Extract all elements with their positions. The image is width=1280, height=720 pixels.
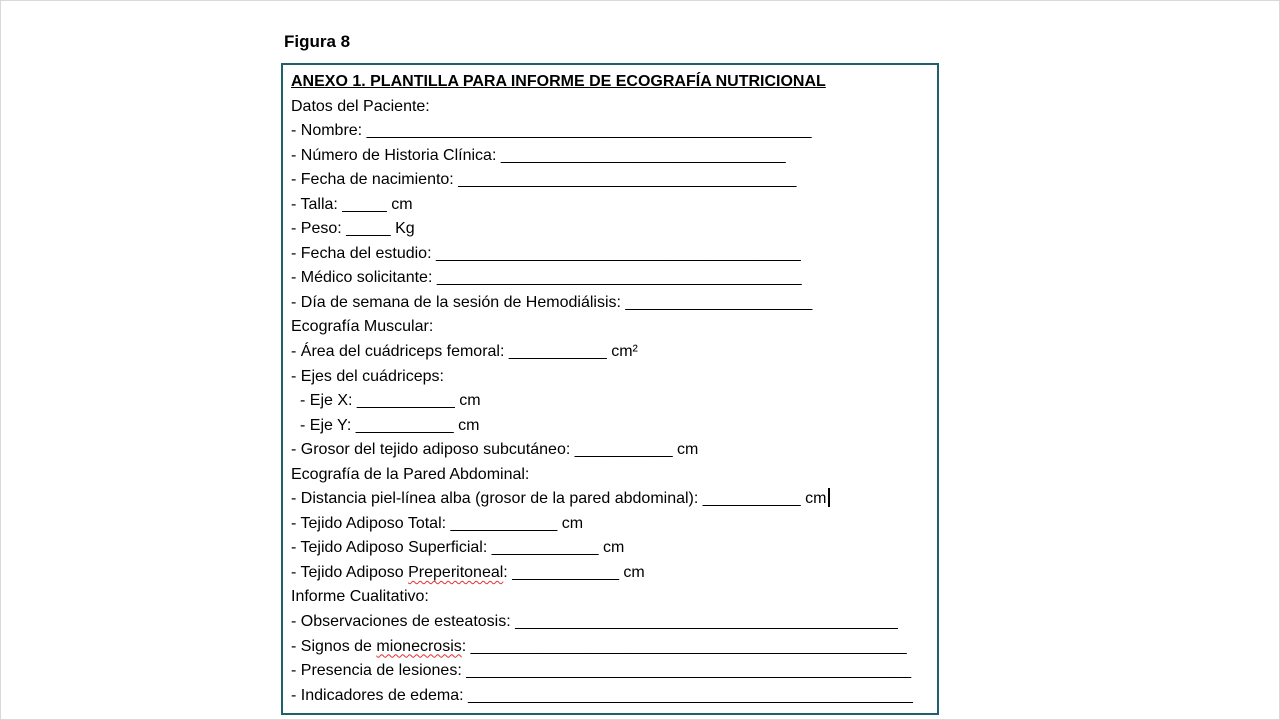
form-line: - Número de Historia Clínica: ________________________________ <box>291 146 786 164</box>
form-line: - Médico solicitante: _________________________________________ <box>291 269 802 287</box>
form-line: Informe Cualitativo: <box>291 588 429 606</box>
form-line: - Indicadores de edema: __________________________________________________ <box>291 686 913 704</box>
form-line: Datos del Paciente: <box>291 97 430 115</box>
misspelled-word: Preperitoneal <box>408 563 504 581</box>
form-line: - Signos de mionecrosis: _________________________________________________ <box>291 637 907 655</box>
form-line: - Peso: _____ Kg <box>291 220 415 238</box>
form-line: - Tejido Adiposo Total: ____________ cm <box>291 514 584 532</box>
form-line: - Presencia de lesiones: __________________________________________________ <box>291 662 912 680</box>
form-line: - Talla: _____ cm <box>291 195 413 213</box>
form-line: - Nombre: __________________________________________________ <box>291 122 812 140</box>
form-line: - Área del cuádriceps femoral: ___________ cm² <box>291 343 638 361</box>
form-line: - Día de semana de la sesión de Hemodiálisis: _____________________ <box>291 293 813 311</box>
form-lines <box>291 95 929 709</box>
form-line: - Eje Y: ___________ cm <box>300 416 480 434</box>
form-line: Ecografía Muscular: <box>291 318 434 336</box>
form-line: - Fecha del estudio: _________________________________________ <box>291 244 801 262</box>
form-box <box>281 63 939 715</box>
form-title: ANEXO 1. PLANTILLA PARA INFORME DE ECOGRAFÍA NUTRICIONAL <box>291 73 826 90</box>
form-line: - Fecha de nacimiento: ______________________________________ <box>291 171 797 189</box>
form-line: - Eje X: ___________ cm <box>300 392 481 410</box>
text-caret <box>828 488 830 507</box>
misspelled-word: mionecrosis <box>376 637 462 655</box>
form-line: - Tejido Adiposo Preperitoneal: ____________ cm <box>291 563 645 581</box>
form-line: - Tejido Adiposo Superficial: ____________ cm <box>291 539 625 557</box>
form-line: Ecografía de la Pared Abdominal: <box>291 465 530 483</box>
form-line: - Grosor del tejido adiposo subcutáneo: ___________ cm <box>291 441 699 459</box>
form-line: - Observaciones de esteatosis: ___________________________________________ <box>291 613 898 631</box>
figure-label: Figura 8 <box>284 32 351 51</box>
form-line: - Ejes del cuádriceps: <box>291 367 444 385</box>
form-line: - Distancia piel-línea alba (grosor de la pared abdominal): ___________ cm <box>291 487 929 512</box>
